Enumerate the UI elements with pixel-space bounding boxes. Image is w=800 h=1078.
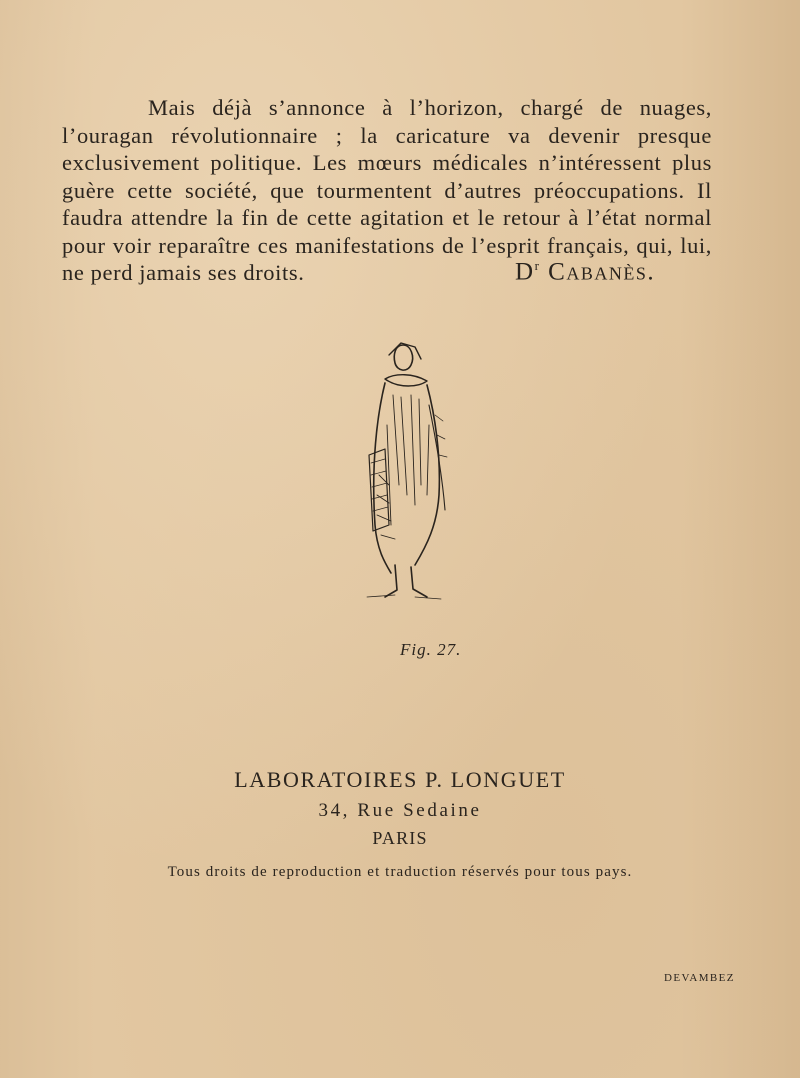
article-paragraph: Mais déjà s’annonce à l’horizon, chargé de nuages, l’ouragan révolutionnaire ; la caricature va devenir presque exclusivement politique. Les mœurs médicales n’intéressent plus guère cette société, que tourmentent d’autres préoccupations. Il faudra attendre la fin de cette agitation et le retour à l’état normal pour voir reparaître ces manifestations de l’esprit français, qui, lui, ne perd jamais ses droits. [62,95,712,285]
figure-leg-right [411,567,427,597]
figure-head [394,345,412,370]
laboratory-city: PARIS [372,828,428,848]
signature-superscript: r [534,258,541,273]
figure-collar [385,375,427,386]
author-signature [515,258,655,286]
signature-name: Cabanès. [548,258,656,286]
laboratory-name: LABORATOIRES P. LONGUET [234,767,566,792]
laboratory-address: 34, Rue Sedaine [318,800,482,821]
colophon [150,765,650,851]
signature-prefix: D [515,258,535,286]
figure-illustration [355,335,450,610]
figure-leg-left [385,565,397,597]
figure-caption: Fig. 27. [400,640,462,659]
publisher-imprint: DEVAMBEZ [664,972,735,984]
rights-notice: Tous droits de reproduction et traduction réservés pour tous pays. [167,864,633,880]
